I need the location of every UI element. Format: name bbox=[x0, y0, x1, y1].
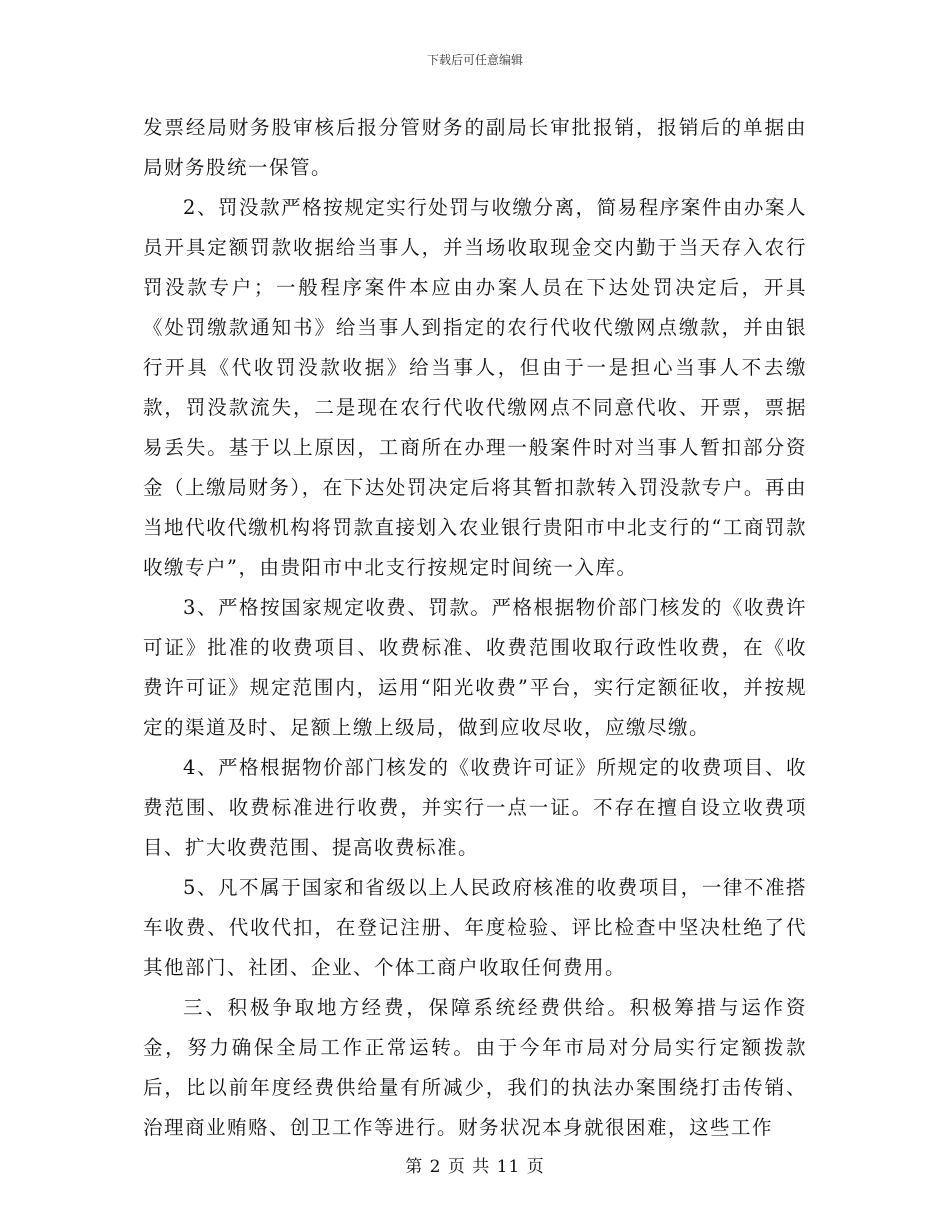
paragraph-continuation: 发票经局财务股审核后报分管财务的副局长审批报销，报销后的单据由局财务股统一保管。 bbox=[143, 116, 807, 179]
page-header: 下载后可任意编辑 bbox=[426, 53, 523, 67]
paragraph-section-3: 三、积极争取地方经费，保障系统经费供给。积极筹措与运作资金，努力确保全局工作正常运转。由于今年市局对分局实行定额拨款后，比以前年度经费供给量有所减少，我们的执法办案围绕打击传销、治理商业贿赂、创卫工作等进行。财务状况本身就很困难，这些工作 bbox=[143, 996, 807, 1139]
page-footer: 第 2 页 共 11 页 bbox=[405, 1157, 545, 1177]
paragraph-item-5: 5、凡不属于国家和省级以上人民政府核准的收费项目，一律不准搭车收费、代收代扣，在登记注册、年度检验、评比检查中坚决杜绝了代其他部门、社团、企业、个体工商户收取任何费用。 bbox=[143, 876, 807, 979]
paragraph-item-4: 4、严格根据物价部门核发的《收费许可证》所规定的收费项目、收费范围、收费标准进行收费，并实行一点一证。不存在擅自设立收费项目、扩大收费范围、提高收费标准。 bbox=[143, 756, 807, 859]
paragraph-item-2: 2、罚没款严格按规定实行处罚与收缴分离，简易程序案件由办案人员开具定额罚款收据给当事人，并当场收取现金交内勤于当天存入农行罚没款专户；一般程序案件本应由办案人员在下达处罚决定后，开具《处罚缴款通知书》给当事人到指定的农行代收代缴网点缴款，并由银行开具《代收罚没款收据》给当事人，但由于一是担心当事人不去缴款，罚没款流失，二是现在农行代收代缴网点不同意代收、开票，票据易丢失。基于以上原因，工商所在办理一般案件时对当事人暂扣部分资金（上缴局财务），在下达处罚决定后将其暂扣款转入罚没款专户。再由当地代收代缴机构将罚款直接划入农业银行贵阳市中北支行的“工商罚款收缴专户”，由贵阳市中北支行按规定时间统一入库。 bbox=[143, 196, 807, 579]
document-body bbox=[143, 108, 807, 1148]
paragraph-item-3: 3、严格按国家规定收费、罚款。严格根据物价部门核发的《收费许可证》批准的收费项目、收费标准、收费范围收取行政性收费，在《收费许可证》规定范围内，运用“阳光收费”平台，实行定额征收，并按规定的渠道及时、足额上缴上级局，做到应收尽收，应缴尽缴。 bbox=[143, 596, 807, 739]
